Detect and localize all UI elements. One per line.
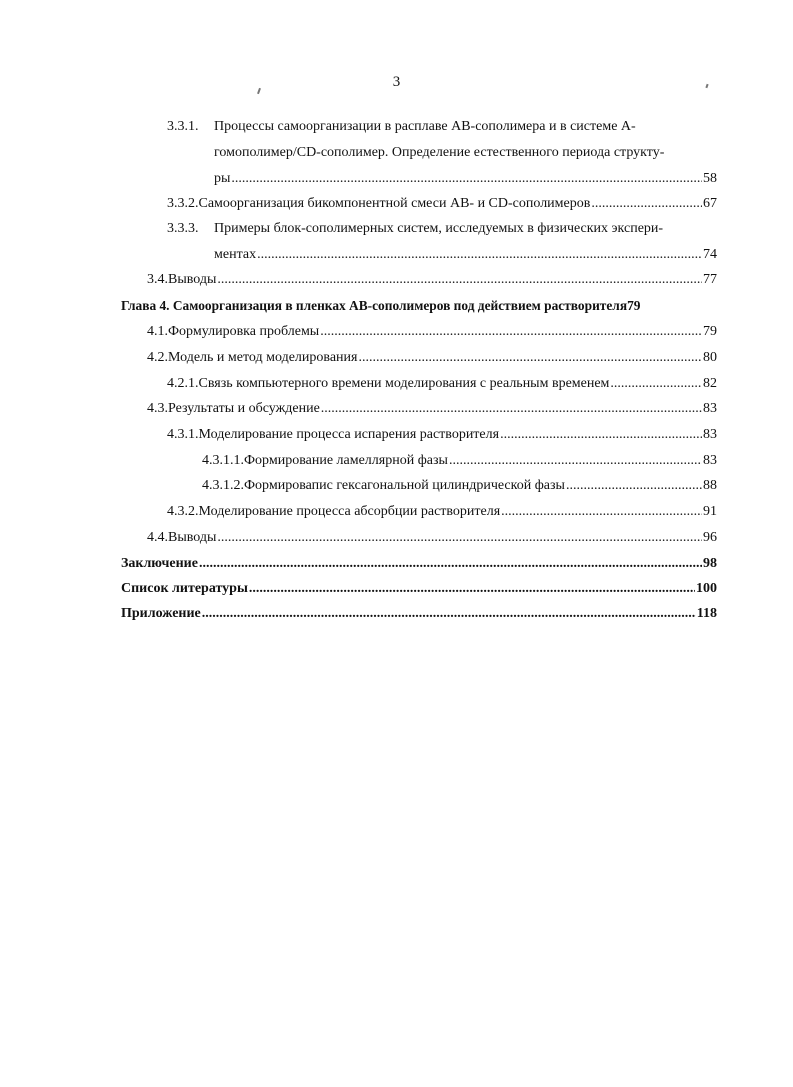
leader-dots — [199, 555, 702, 573]
toc-entry-4-3-2[interactable] — [167, 503, 717, 521]
toc-entry-3-3-2[interactable] — [167, 195, 717, 213]
leader-dots — [500, 426, 702, 444]
toc-page-number: 91 — [703, 504, 717, 519]
toc-entry-title: Заключение — [121, 556, 198, 571]
toc-entry-number: 4.1. — [147, 324, 168, 339]
toc-page-number: 83 — [703, 401, 717, 416]
leader-dots — [591, 195, 702, 213]
toc-entry-4-1[interactable] — [147, 323, 717, 341]
toc-entry-3-3-3-line2[interactable] — [214, 246, 717, 264]
toc-entry-title: Формировапис гексагональной цилиндрической фазы — [244, 478, 565, 493]
toc-page-number: 77 — [703, 272, 717, 287]
toc-entry-title: Формулировка проблемы — [168, 324, 320, 339]
toc-entry-4-2[interactable] — [147, 349, 717, 367]
toc-references[interactable] — [121, 580, 717, 598]
toc-entry-title: Моделирование процесса абсорбции растворителя — [198, 504, 501, 519]
toc-entry-title: гомополимер/CD-сополимер. Определение естественного периода структу- — [214, 145, 665, 160]
toc-page-number: 79 — [703, 324, 717, 339]
leader-dots — [231, 170, 702, 188]
toc-page-number: 58 — [703, 171, 717, 186]
toc-conclusion[interactable] — [121, 555, 717, 573]
toc-entry-title: ментах — [214, 247, 257, 262]
toc-entry-title: Самоорганизация бикомпонентной смеси AB- и CD-сополимеров — [198, 196, 591, 211]
toc-page-number: 98 — [703, 556, 717, 571]
toc-entry-number: 4.4. — [147, 530, 168, 545]
toc-entry-title: Примеры блок-сополимерных систем, исследуемых в физических экспери- — [214, 221, 664, 236]
toc-chapter-4[interactable] — [121, 297, 640, 315]
toc-entry-title: Выводы — [168, 530, 217, 545]
toc-entry-4-2-1[interactable] — [167, 375, 717, 393]
leader-dots — [358, 349, 702, 367]
leader-dots — [566, 477, 702, 495]
toc-entry-title: Моделирование процесса испарения растворителя — [198, 427, 500, 442]
toc-page-number: 88 — [703, 478, 717, 493]
toc-page-number: 67 — [703, 196, 717, 211]
toc-entry-number: 4.3. — [147, 401, 168, 416]
leader-dots — [321, 400, 702, 418]
toc-chapter-title: Глава 4. Самоорганизация в пленках AB-сополимеров под действием растворителя — [121, 298, 628, 313]
toc-entry-number: 4.2. — [147, 350, 168, 365]
leader-dots — [610, 375, 702, 393]
toc-page-number: 80 — [703, 350, 717, 365]
toc-entry-number: 4.3.1.1. — [202, 453, 244, 468]
toc-entry-title: Связь компьютерного времени моделирования с реальным временем — [198, 376, 610, 391]
toc-entry-3-3-1-line1 — [167, 118, 636, 136]
leader-dots — [202, 605, 696, 623]
toc-entry-3-3-1-line2 — [214, 144, 664, 162]
leader-dots — [217, 271, 702, 289]
toc-entry-4-3-1-2[interactable] — [202, 477, 717, 495]
toc-page-number: 82 — [703, 376, 717, 391]
toc-entry-3-3-1-line3[interactable] — [214, 170, 717, 188]
toc-entry-number: 4.2.1. — [167, 376, 199, 391]
toc-entry-title: Модель и метод моделирования — [168, 350, 358, 365]
toc-page-number: 83 — [703, 453, 717, 468]
leader-dots — [449, 452, 702, 470]
leader-dots — [217, 529, 702, 547]
toc-entry-title: Выводы — [168, 272, 217, 287]
leader-dots — [320, 323, 702, 341]
toc-entry-title: Результаты и обсуждение — [168, 401, 320, 416]
page-number: 3 — [392, 74, 401, 90]
toc-entry-number: 3.3.1. — [167, 119, 199, 134]
scan-speck-left — [257, 88, 261, 94]
toc-entry-number: 4.3.1. — [167, 427, 199, 442]
toc-entry-title: Процессы самоорганизации в расплаве AB-сополимера и в системе A- — [214, 119, 636, 134]
toc-entry-number: 3.3.3. — [167, 221, 199, 236]
toc-page-number: 79 — [627, 298, 641, 313]
toc-entry-4-3-1-1[interactable] — [202, 452, 717, 470]
toc-entry-number: 3.4. — [147, 272, 168, 287]
leader-dots — [501, 503, 702, 521]
toc-page-number: 100 — [696, 581, 717, 596]
toc-page-number: 96 — [703, 530, 717, 545]
toc-entry-4-4[interactable] — [147, 529, 717, 547]
toc-page-number: 118 — [696, 606, 717, 621]
toc-entry-title: Формирование ламеллярной фазы — [244, 453, 448, 468]
toc-entry-4-3-1[interactable] — [167, 426, 717, 444]
toc-page-number: 74 — [703, 247, 717, 262]
toc-page-number: 83 — [703, 427, 717, 442]
toc-entry-3-4[interactable] — [147, 271, 717, 289]
toc-appendix[interactable] — [121, 605, 717, 623]
toc-entry-number: 4.3.2. — [167, 504, 199, 519]
toc-entry-title: ры — [214, 171, 231, 186]
leader-dots — [249, 580, 695, 598]
toc-entry-title: Список литературы — [121, 581, 248, 596]
toc-entry-4-3[interactable] — [147, 400, 717, 418]
toc-entry-3-3-3-line1 — [167, 220, 663, 238]
leader-dots — [257, 246, 702, 264]
toc-entry-number: 3.3.2. — [167, 196, 199, 211]
toc-entry-title: Приложение — [121, 606, 201, 621]
toc-entry-number: 4.3.1.2. — [202, 478, 244, 493]
